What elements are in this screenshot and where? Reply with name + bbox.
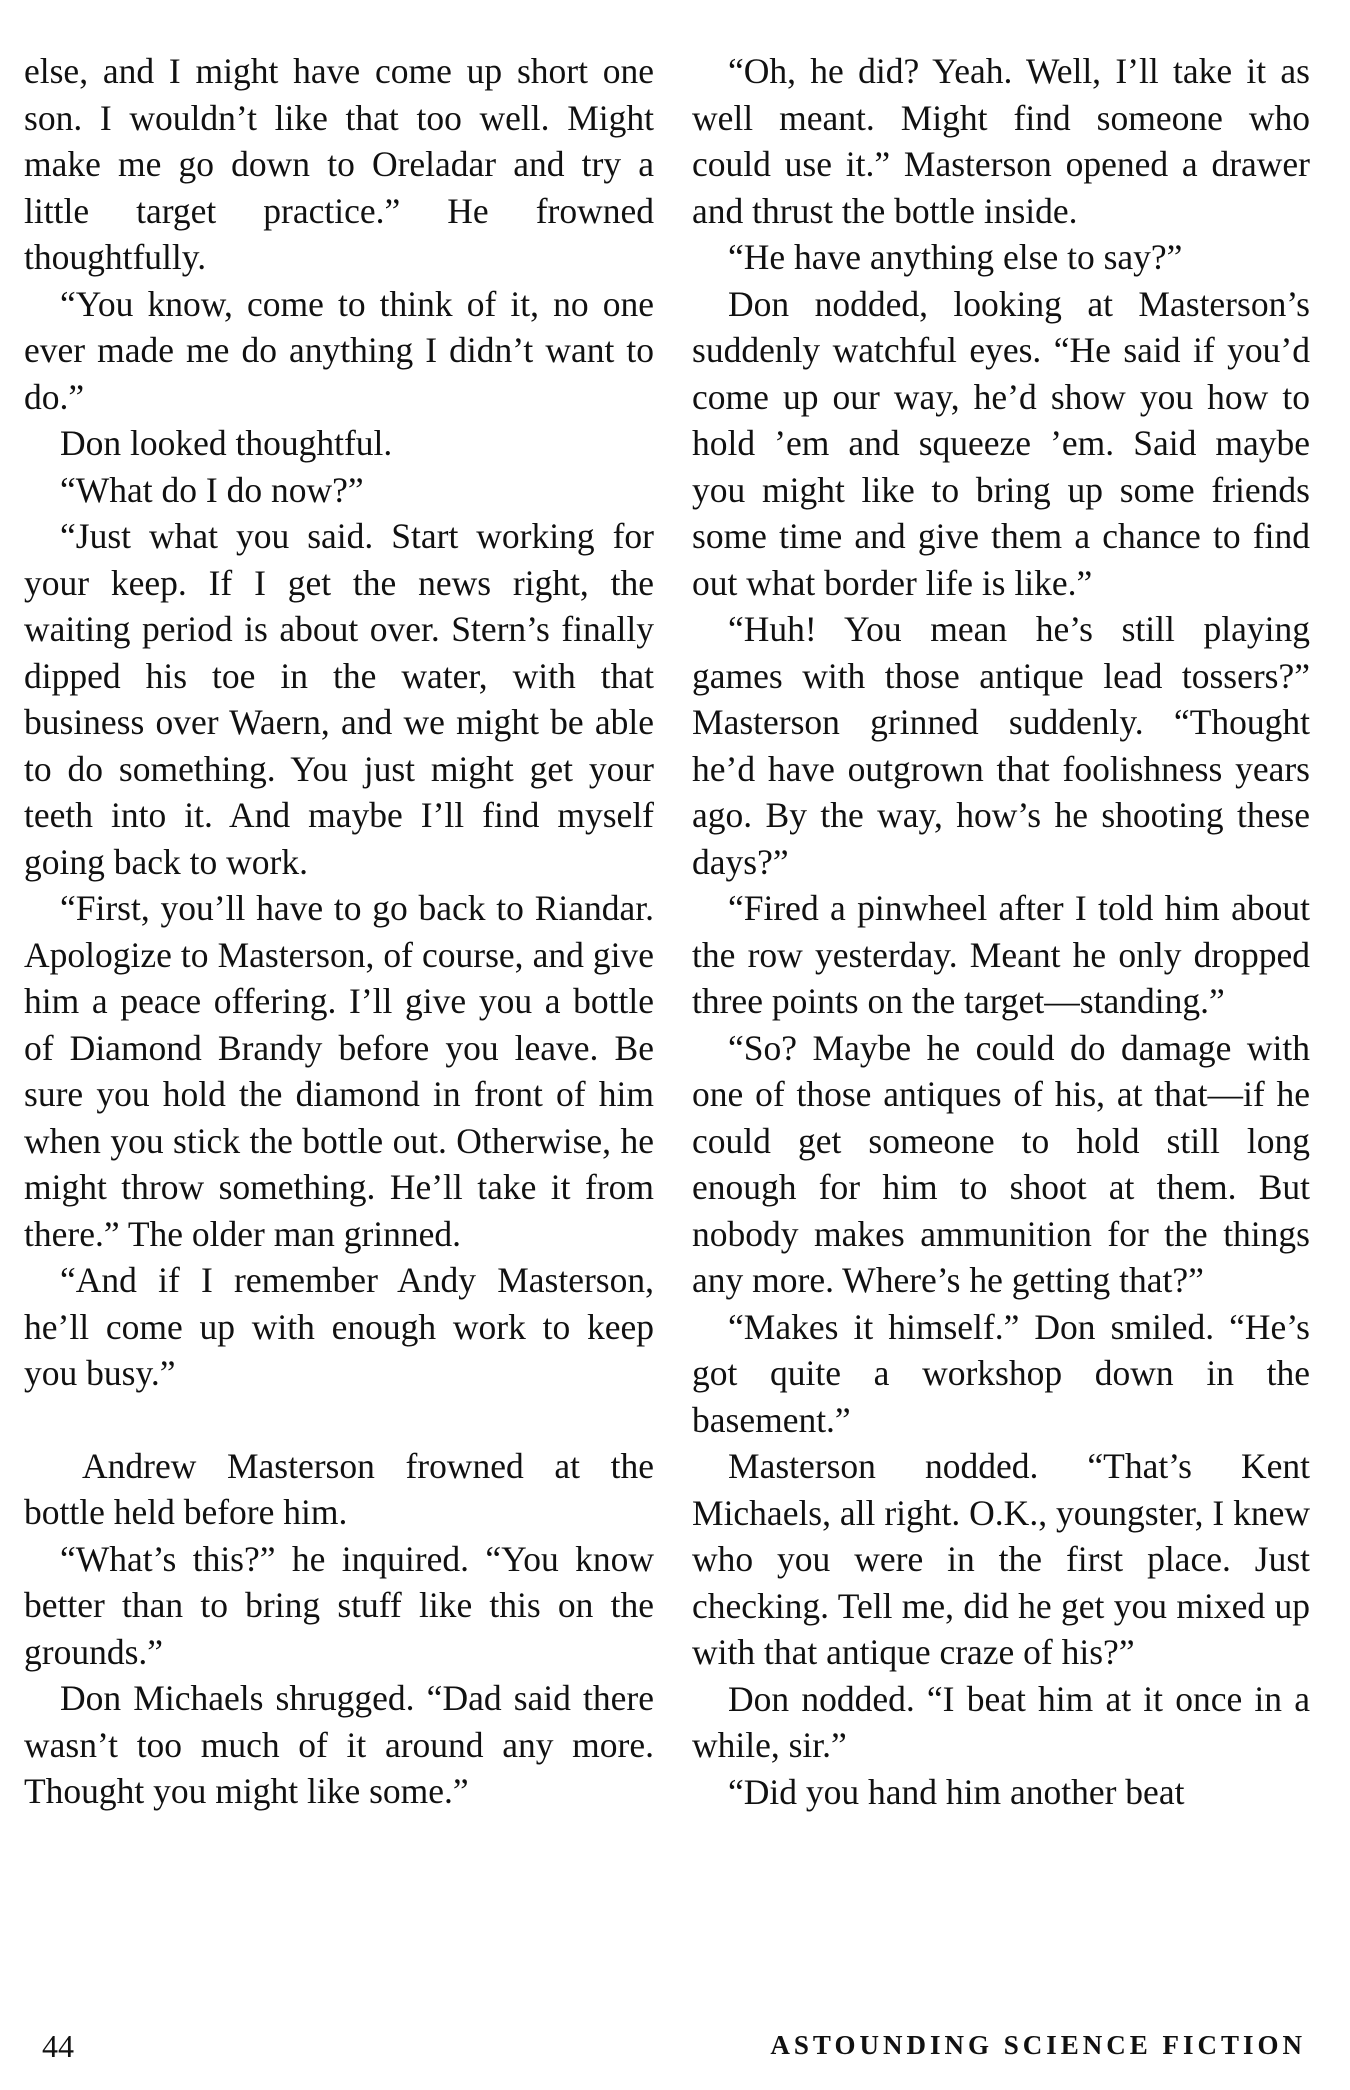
paragraph: Don looked thoughtful. bbox=[60, 423, 393, 463]
paragraph: “Did you hand him another beat bbox=[728, 1771, 1185, 1812]
paragraph: “You know, come to think of it, no one ever made me do anything I didn’t want to do.” bbox=[24, 283, 654, 417]
paragraph: Don nodded, looking at Masterson’s suddenly watchful eyes. “He said if you’d come up our way, he’d show you how to hold ’em and squeeze ’em. Said maybe you might like to bring up some friends some time and give them a chance to find out what border life is like.” bbox=[692, 283, 1310, 603]
paragraph: “And if I remember Andy Masterson, he’ll come up with enough work to keep you busy.” bbox=[24, 1260, 654, 1393]
right-text-column bbox=[692, 48, 1310, 1815]
paragraph: “So? Maybe he could do damage with one of those antiques of his, at that—if he could get someone to hold still long enough for him to shoot at them. But nobody makes ammunition for the things any more. Where’s he getting that?” bbox=[692, 1027, 1310, 1300]
paragraph: “Makes it himself.” Don smiled. “He’s got quite a workshop down in the basement.” bbox=[692, 1306, 1310, 1440]
paragraph: else, and I might have come up short one son. I wouldn’t like that too well. Might make me go down to Oreladar and try a little target practice.” He frowned thoughtfully. bbox=[24, 51, 654, 277]
paragraph: “He have anything else to say?” bbox=[728, 237, 1183, 277]
paragraph: “What’s this?” he inquired. “You know better than to bring stuff like this on the grounds.” bbox=[24, 1538, 654, 1672]
running-footer-title: ASTOUNDING SCIENCE FICTION bbox=[770, 2030, 1306, 2060]
paragraph: “Oh, he did? Yeah. Well, I’ll take it as well meant. Might find someone who could use it.” Masterson opened a drawer and thrust the bottle inside. bbox=[692, 51, 1310, 231]
paragraph: “Huh! You mean he’s still playing games with those antique lead tossers?” Masterson grinned suddenly. “Thought he’d have outgrown that foolishness years ago. By the way, how’s he shooting these days?” bbox=[692, 609, 1310, 882]
paragraph: Don Michaels shrugged. “Dad said there wasn’t too much of it around any more. Thought you might like some.” bbox=[24, 1678, 654, 1811]
paragraph: Don nodded. “I beat him at it once in a while, sir.” bbox=[692, 1678, 1310, 1765]
paragraph: “Just what you said. Start working for your keep. If I get the news right, the waiting period is about over. Stern’s finally dipped his toe in the water, with that business over Waern, and we might be able to do something. You just might get your teeth into it. And maybe I’ll find myself going back to work. bbox=[24, 516, 654, 882]
page-number: 44 bbox=[42, 2028, 74, 2064]
left-text-column bbox=[24, 48, 654, 1815]
paragraph-section-start: Andrew Masterson frowned at the bottle held before him. bbox=[24, 1445, 654, 1532]
paragraph: “Fired a pinwheel after I told him about the row yesterday. Meant he only dropped three points on the target—standing.” bbox=[692, 888, 1310, 1021]
paragraph: “First, you’ll have to go back to Riandar. Apologize to Masterson, of course, and give him a peace offering. I’ll give you a bottle of Diamond Brandy before you leave. Be sure you hold the diamond in front of him when you stick the bottle out. Otherwise, he might throw something. He’ll take it from there.” The older man grinned. bbox=[24, 888, 654, 1254]
paragraph: “What do I do now?” bbox=[60, 469, 364, 510]
paragraph: Masterson nodded. “That’s Kent Michaels, all right. O.K., youngster, I knew who you were in the first place. Just checking. Tell me, did he get you mixed up with that antique craze of his?” bbox=[692, 1446, 1310, 1672]
